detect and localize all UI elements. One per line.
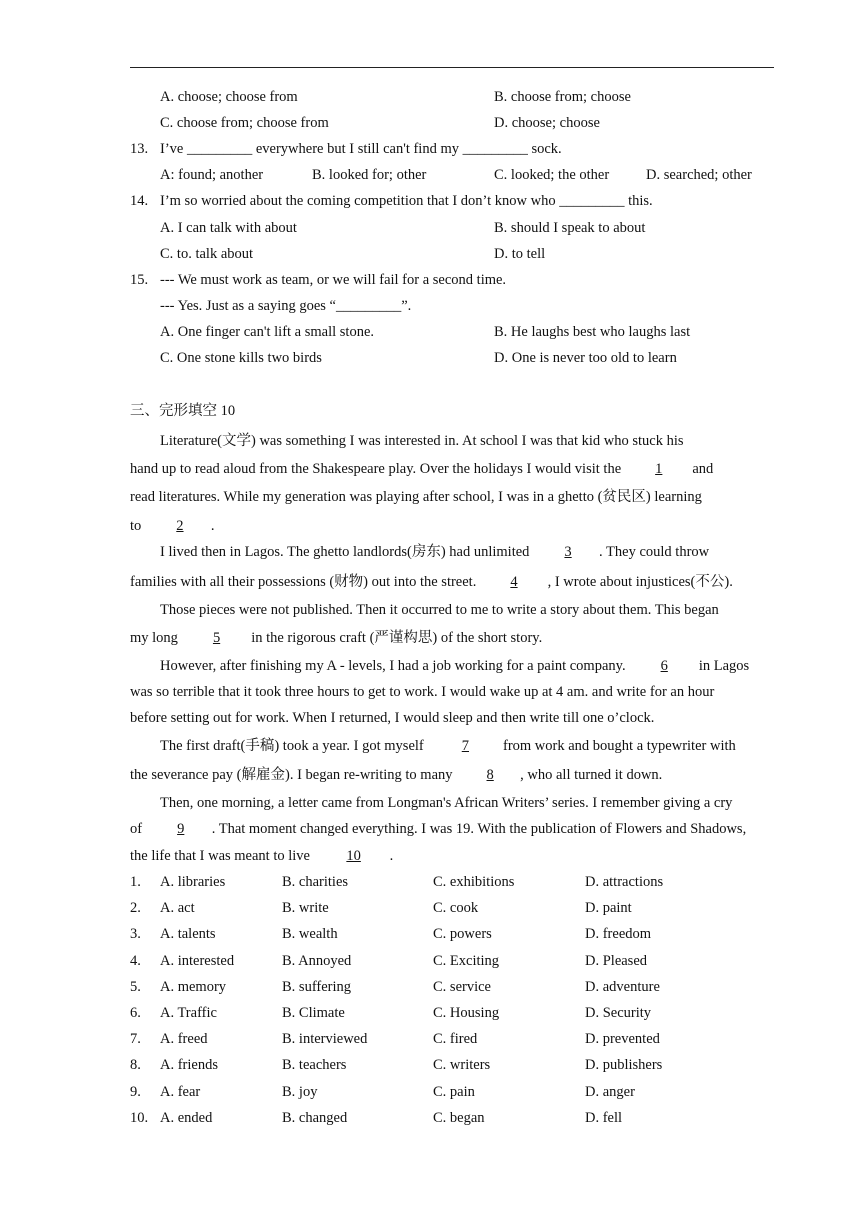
passage-line (130, 820, 746, 838)
passage-line: before setting out for work. When I returned, I would sleep and then write till one o’clock. (130, 710, 655, 726)
choice-option-d: D. paint (585, 900, 632, 917)
section-heading: 三、完形填空 10 (130, 403, 236, 419)
passage-line (160, 543, 709, 561)
header-rule (130, 67, 774, 68)
q15-number: 15. (130, 272, 149, 288)
choice-option-a: A. freed (160, 1031, 208, 1048)
passage-line: read literatures. While my generation was playing after school, I was in a ghetto (贫民区) learning (130, 489, 702, 505)
choice-number: 2. (130, 900, 141, 917)
q13-option-c: C. looked; the other (494, 167, 610, 183)
choice-number: 6. (130, 1005, 141, 1021)
passage-text: from work and bought a typewriter with (503, 738, 736, 754)
choice-number: 1. (130, 874, 141, 890)
passage-text: my long (130, 630, 178, 646)
choice-option-b: B. Annoyed (282, 952, 352, 969)
passage-line (130, 573, 733, 591)
choice-option-b: B. interviewed (282, 1031, 368, 1048)
q13-option-d: D. searched; other (646, 167, 752, 183)
choice-number: 10. (130, 1109, 149, 1126)
blank-3: 3 (564, 544, 572, 560)
choice-option-d: D. publishers (585, 1057, 663, 1074)
choice-option-c: C. cook (433, 900, 479, 917)
q12-option-b: B. choose from; choose (494, 89, 631, 105)
q14-number: 14. (130, 193, 149, 209)
passage-line (130, 517, 215, 535)
q15-option-b: B. He laughs best who laughs last (494, 324, 691, 340)
choice-option-c: C. service (433, 978, 491, 995)
q14-stem: I’m so worried about the coming competition that I don’t know who _________ this. (160, 193, 653, 209)
choice-option-c: C. pain (433, 1083, 475, 1100)
choice-number: 8. (130, 1057, 141, 1074)
choice-option-c: C. fired (433, 1031, 478, 1048)
choice-option-d: D. adventure (585, 978, 660, 995)
passage-text: . (210, 518, 215, 534)
choice-option-b: B. wealth (282, 926, 338, 943)
blank-6: 6 (660, 658, 668, 674)
choice-option-b: B. charities (282, 874, 349, 890)
blank-9: 9 (177, 821, 185, 837)
choice-number: 4. (130, 952, 141, 969)
choice-option-a: A. interested (160, 952, 235, 969)
q15-option-c: C. One stone kills two birds (160, 350, 322, 366)
choice-option-a: A. memory (160, 978, 227, 995)
q15-option-d: D. One is never too old to learn (494, 350, 677, 366)
choice-option-c: C. exhibitions (433, 874, 515, 890)
choice-option-d: D. Security (585, 1005, 652, 1021)
passage-text: , I wrote about injustices(不公). (547, 574, 733, 590)
choice-option-c: C. Exciting (433, 952, 500, 969)
passage-line: Literature(文学) was something I was interested in. At school I was that kid who stuck his (160, 433, 684, 449)
choice-option-d: D. Pleased (585, 952, 648, 969)
choice-option-b: B. joy (282, 1083, 318, 1100)
choice-number: 5. (130, 978, 141, 995)
passage-line: was so terrible that it took three hours to get to work. I would wake up at 4 am. and write for an hour (130, 684, 715, 700)
passage-text: hand up to read aloud from the Shakespeare play. Over the holidays I would visit the (130, 461, 622, 477)
q14-option-c: C. to. talk about (160, 246, 254, 262)
passage-line (130, 629, 542, 647)
blank-4: 4 (510, 574, 518, 590)
choice-number: 9. (130, 1083, 141, 1100)
choice-option-d: D. anger (585, 1083, 635, 1100)
q12-option-c: C. choose from; choose from (160, 115, 329, 131)
blank-2: 2 (176, 518, 184, 534)
q12-option-a: A. choose; choose from (160, 89, 298, 105)
passage-line (130, 847, 393, 865)
passage-text: I lived then in Lagos. The ghetto landlords(房东) had unlimited (160, 544, 530, 560)
choice-option-d: D. prevented (585, 1031, 660, 1048)
passage-text: However, after finishing my A - levels, I had a job working for a paint company. (160, 658, 626, 674)
choice-option-a: A. talents (160, 926, 216, 943)
q14-option-b: B. should I speak to about (494, 220, 646, 236)
choice-option-a: A. friends (160, 1057, 218, 1074)
passage-line: Then, one morning, a letter came from Longman's African Writers’ series. I remember giving a cry (160, 795, 733, 811)
choice-option-a: A. Traffic (160, 1005, 217, 1021)
choice-option-b: B. Climate (282, 1005, 345, 1021)
choice-option-b: B. changed (282, 1109, 348, 1126)
q15-stem-line2: --- Yes. Just as a saying goes “_________”. (160, 298, 412, 314)
q13-stem: I’ve _________ everywhere but I still can't find my _________ sock. (160, 141, 562, 157)
choice-option-b: B. teachers (282, 1057, 347, 1074)
choice-option-c: C. Housing (433, 1005, 500, 1021)
passage-line (130, 766, 662, 784)
passage-line (160, 657, 749, 675)
q14-option-d: D. to tell (494, 246, 546, 262)
passage-text: in the rigorous craft (严谨构思) of the short story. (251, 630, 543, 646)
blank-10: 10 (346, 848, 361, 864)
choice-option-a: A. act (160, 900, 195, 917)
choice-option-a: A. ended (160, 1109, 213, 1126)
blank-8: 8 (486, 767, 494, 783)
passage-line: Those pieces were not published. Then it occurred to me to write a story about them. This began (160, 602, 719, 618)
choice-option-b: B. write (282, 900, 329, 917)
q14-option-a: A. I can talk with about (160, 220, 297, 236)
choice-option-a: A. libraries (160, 874, 226, 890)
passage-text: . (389, 848, 394, 864)
choice-option-a: A. fear (160, 1083, 201, 1100)
blank-1: 1 (655, 461, 663, 477)
q15-stem-line1: --- We must work as team, or we will fail for a second time. (160, 272, 507, 288)
blank-7: 7 (461, 738, 469, 754)
choice-option-c: C. began (433, 1109, 485, 1126)
choice-option-d: D. attractions (585, 874, 664, 890)
passage-text: the life that I was meant to live (130, 848, 310, 864)
choice-option-d: D. fell (585, 1109, 623, 1126)
passage-text: of (130, 821, 143, 837)
q13-option-b: B. looked for; other (312, 167, 427, 183)
choice-number: 7. (130, 1031, 141, 1048)
choice-option-c: C. writers (433, 1057, 491, 1074)
passage-text: . That moment changed everything. I was 19. With the publication of Flowers and Shadows, (211, 821, 747, 837)
choice-number: 3. (130, 926, 141, 943)
q13-number: 13. (130, 141, 149, 157)
passage-text: the severance pay (解雇金). I began re-writing to many (130, 767, 453, 783)
q13-option-a: A: found; another (160, 167, 264, 183)
passage-text: The first draft(手稿) took a year. I got myself (160, 738, 424, 754)
choice-option-d: D. freedom (585, 926, 652, 943)
passage-text: and (692, 461, 714, 477)
q12-option-d: D. choose; choose (494, 115, 600, 131)
passage-line (130, 460, 713, 478)
blank-5: 5 (212, 630, 221, 646)
passage-text: in Lagos (698, 658, 750, 674)
passage-line (160, 737, 736, 755)
choice-option-b: B. suffering (282, 978, 352, 995)
passage-text: families with all their possessions (财物) out into the street. (130, 574, 477, 590)
passage-text: , who all turned it down. (520, 767, 663, 783)
passage-text: to (130, 518, 142, 534)
choice-option-c: C. powers (433, 926, 492, 943)
passage-text: . They could throw (599, 544, 710, 560)
q15-option-a: A. One finger can't lift a small stone. (160, 324, 375, 340)
